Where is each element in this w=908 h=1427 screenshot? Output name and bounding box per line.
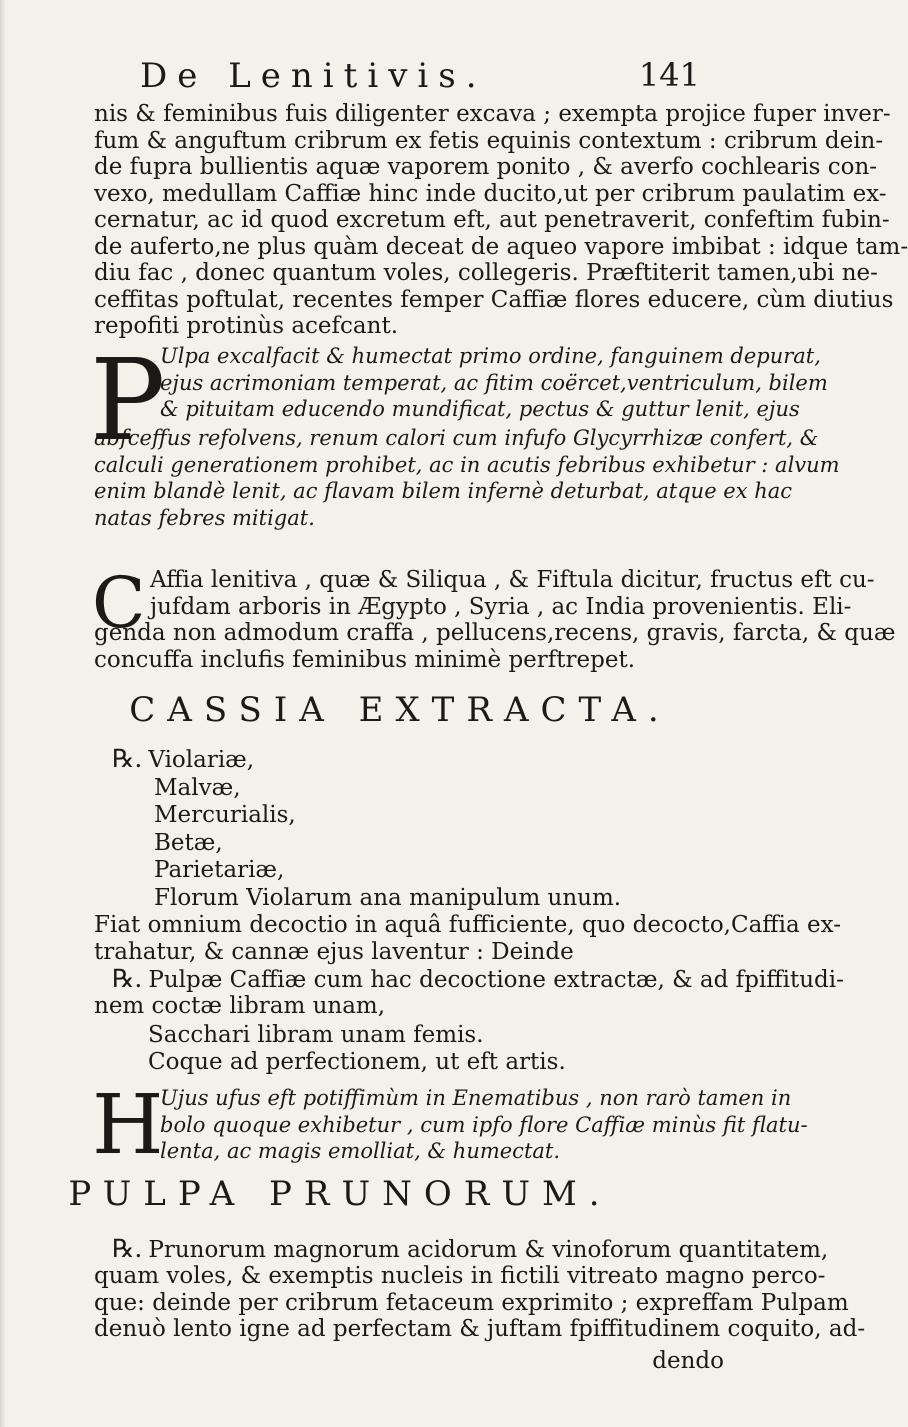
text-line: Ujus ufus eft potiffimùm in Enematibus , non rarò tamen in [160, 1086, 792, 1110]
text-line [112, 1234, 829, 1264]
ingredient: Betæ, [154, 829, 223, 856]
text-line: genda non admodum craffa , pellucens,recens, gravis, farcta, & quæ [94, 620, 896, 646]
recipe-prunorum [94, 1263, 866, 1343]
text-line: trahatur, & cannæ ejus laventur : Deinde [94, 938, 574, 965]
ingredient: Mercurialis, [154, 802, 296, 828]
text-line: cernatur, ac id quod excretum eft, aut penetraverit, confeftim fubin- [94, 207, 890, 233]
ingredient: Violariæ, [148, 747, 255, 773]
dropcap-p: P [90, 336, 166, 466]
text-span: Pulpæ Caffiæ cum hac decoctione extractæ, & ad fpiffitudi- [148, 967, 844, 993]
recipe-sugar: Sacchari libram unam femis. [148, 1022, 484, 1048]
text-line: lenta, ac magis emolliat, & humectat. [160, 1139, 561, 1163]
section-heading-cassia-extracta: CASSIA EXTRACTA. [129, 690, 671, 730]
text-line: & pituitam educendo mundificat, pectus & guttur lenit, ejus [160, 397, 800, 421]
recipe-symbol: ℞. [112, 1234, 143, 1263]
ingredient: Florum Violarum ana manipulum unum. [154, 884, 622, 911]
text-line: de auferto,ne plus quàm deceat de aqueo vapore imbibat : idque tam- [94, 233, 908, 260]
running-title: De Lenitivis. [140, 56, 487, 96]
text-line: calculi generationem prohibet, ac in acutis febribus exhibetur : alvum [94, 452, 840, 477]
text-line: Fiat omnium decoctio in aquâ fufficiente, quo decocto,Caffia ex- [94, 912, 841, 938]
recipe-final: Coque ad perfectionem, ut eft artis. [148, 1049, 566, 1075]
recipe-second-cont [94, 993, 718, 1020]
recipe-second [112, 964, 844, 994]
pulpa-note-rest [94, 425, 840, 531]
hujus-note [160, 1085, 808, 1165]
text-line: fum & anguftum cribrum ex fetis equinis contextum : cribrum dein- [94, 127, 884, 154]
text-line: denuò lento igne ad perfectam & juftam fpiffitudinem coquito, ad- [94, 1316, 866, 1342]
text-line [112, 964, 844, 994]
pulpa-note-intro [160, 343, 828, 423]
recipe-symbol: ℞. [112, 744, 143, 773]
paragraph-continuation [94, 101, 908, 340]
ingredient: Parietariæ, [154, 857, 285, 883]
text-span: Prunorum magnorum acidorum & vinoforum quantitatem, [148, 1237, 829, 1263]
text-line: Affia lenitiva , quæ & Siliqua , & Fiftula dicitur, fructus eft cu- [150, 567, 875, 593]
text-line: nem coctæ libram unam, [94, 993, 386, 1019]
text-line: Ulpa excalfacit & humectat primo ordine, fanguinem depurat, [160, 344, 821, 368]
recipe-cassia [112, 745, 621, 912]
text-line: quam voles, & exemptis nucleis in fictili vitreato magno perco- [94, 1263, 826, 1289]
ingredient-line [112, 745, 621, 775]
page-number: 141 [638, 56, 700, 94]
recipe-instruction [94, 912, 841, 965]
text-line: de fupra bullientis aquæ vaporem ponito , & averfo cochlearis con- [94, 154, 878, 180]
text-line: concuffa inclufis feminibus minimè perftrepet. [94, 646, 636, 673]
dropcap-c: C [92, 562, 146, 644]
dropcap-h: H [92, 1078, 164, 1173]
text-line: ceffitas poftulat, recentes femper Caffiæ flores educere, cùm diutius [94, 286, 894, 313]
recipe-prunorum-first [112, 1234, 829, 1264]
cassia-description-rest [94, 620, 896, 673]
text-line: ejus acrimoniam temperat, ac fitim coërcet,ventriculum, bilem [160, 370, 828, 395]
text-line: enim blandè lenit, ac flavam bilem infernè deturbat, atque ex hac [94, 479, 793, 503]
text-line: repofiti protinùs acefcant. [94, 313, 399, 339]
text-line: vexo, medullam Caffiæ hinc inde ducito,ut per cribrum paulatim ex- [94, 180, 887, 207]
text-line: nis & feminibus fuis diligenter excava ; exempta projice fuper inver- [94, 101, 891, 127]
section-heading-pulpa-prunorum: PULPA PRUNORUM. [68, 1174, 612, 1214]
text-line: abfceffus refolvens, renum calori cum infufo Glycyrrhizæ confert, & [94, 426, 819, 450]
text-line: bolo quoque exhibetur , cum ipfo flore Caffiæ minùs fit flatu- [160, 1112, 808, 1137]
ingredient: Malvæ, [154, 774, 241, 801]
recipe-symbol: ℞. [112, 964, 143, 993]
text-line: que: deinde per cribrum fetaceum exprimito ; expreffam Pulpam [94, 1289, 849, 1316]
catchword: dendo [652, 1348, 724, 1374]
text-line: diu fac , donec quantum voles, collegeris. Præftiterit tamen,ubi ne- [94, 260, 878, 286]
cassia-description-intro [150, 567, 875, 620]
text-line: natas febres mitigat. [94, 505, 315, 530]
text-line: jufdam arboris in Ægypto , Syria , ac India provenientis. Eli- [150, 593, 852, 620]
page-header [140, 56, 700, 96]
